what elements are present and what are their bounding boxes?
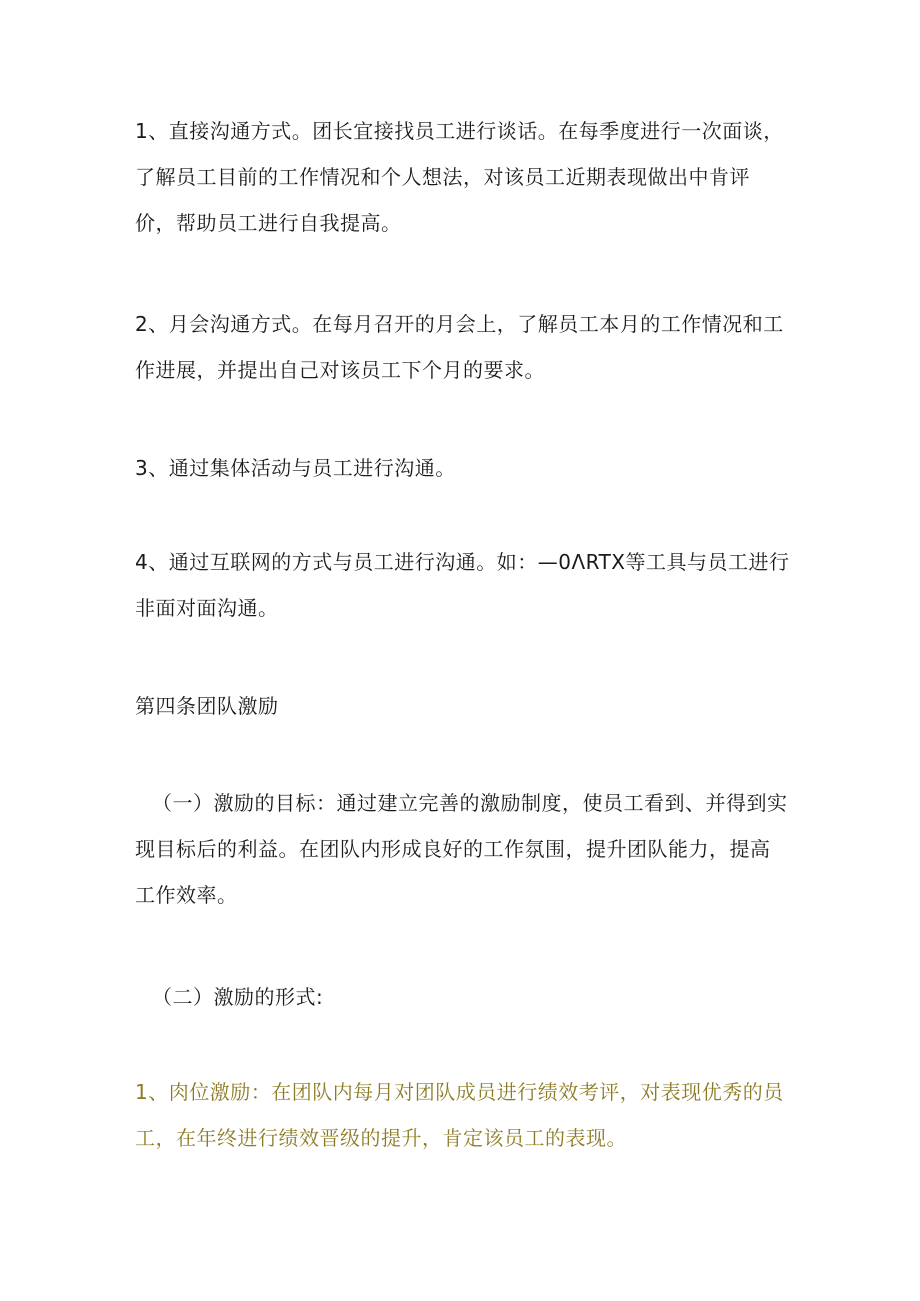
para-1-line-2: 了解员工目前的工作情况和个人想法，对该员工近期表现做出中肯评 [135, 165, 750, 189]
para-1-line-1: 1、直接沟通方式。团长宜接找员工进行谈话。在每季度进行一次面谈， [135, 119, 784, 143]
para-6-line-3: 工作效率。 [135, 883, 238, 907]
para-1-line-3: 价，帮助员工进行自我提高。 [135, 211, 402, 235]
para-4-line-2: 非面对面沟通。 [135, 596, 279, 620]
para-2-line-1: 2、月会沟通方式。在每月召开的月会上，了解员工本月的工作情况和工 [135, 312, 784, 336]
para-7-line-1: （二）激励的形式: [152, 985, 324, 1009]
para-6-line-1: （一）激励的目标：通过建立完善的激励制度，使员工看到、并得到实 [152, 791, 788, 815]
section-heading: 第四条团队激励 [135, 694, 279, 718]
para-3-line-1: 3、通过集体活动与员工进行沟通。 [135, 456, 456, 480]
para-6-line-2: 现目标后的利益。在团队内形成良好的工作氛围，提升团队能力，提高 [135, 837, 771, 861]
para-8-line-2: 工，在年终进行绩效晋级的提升，肯定该员工的表现。 [135, 1126, 627, 1150]
para-4-line-1: 4、通过互联网的方式与员工进行沟通。如：—0ΛRTX等工具与员工进行 [135, 550, 790, 574]
para-8-line-1: 1、肉位激励：在团队内每月对团队成员进行绩效考评，对表现优秀的员 [135, 1080, 784, 1104]
para-2-line-2: 作进展，并提出自己对该员工下个月的要求。 [135, 358, 545, 382]
